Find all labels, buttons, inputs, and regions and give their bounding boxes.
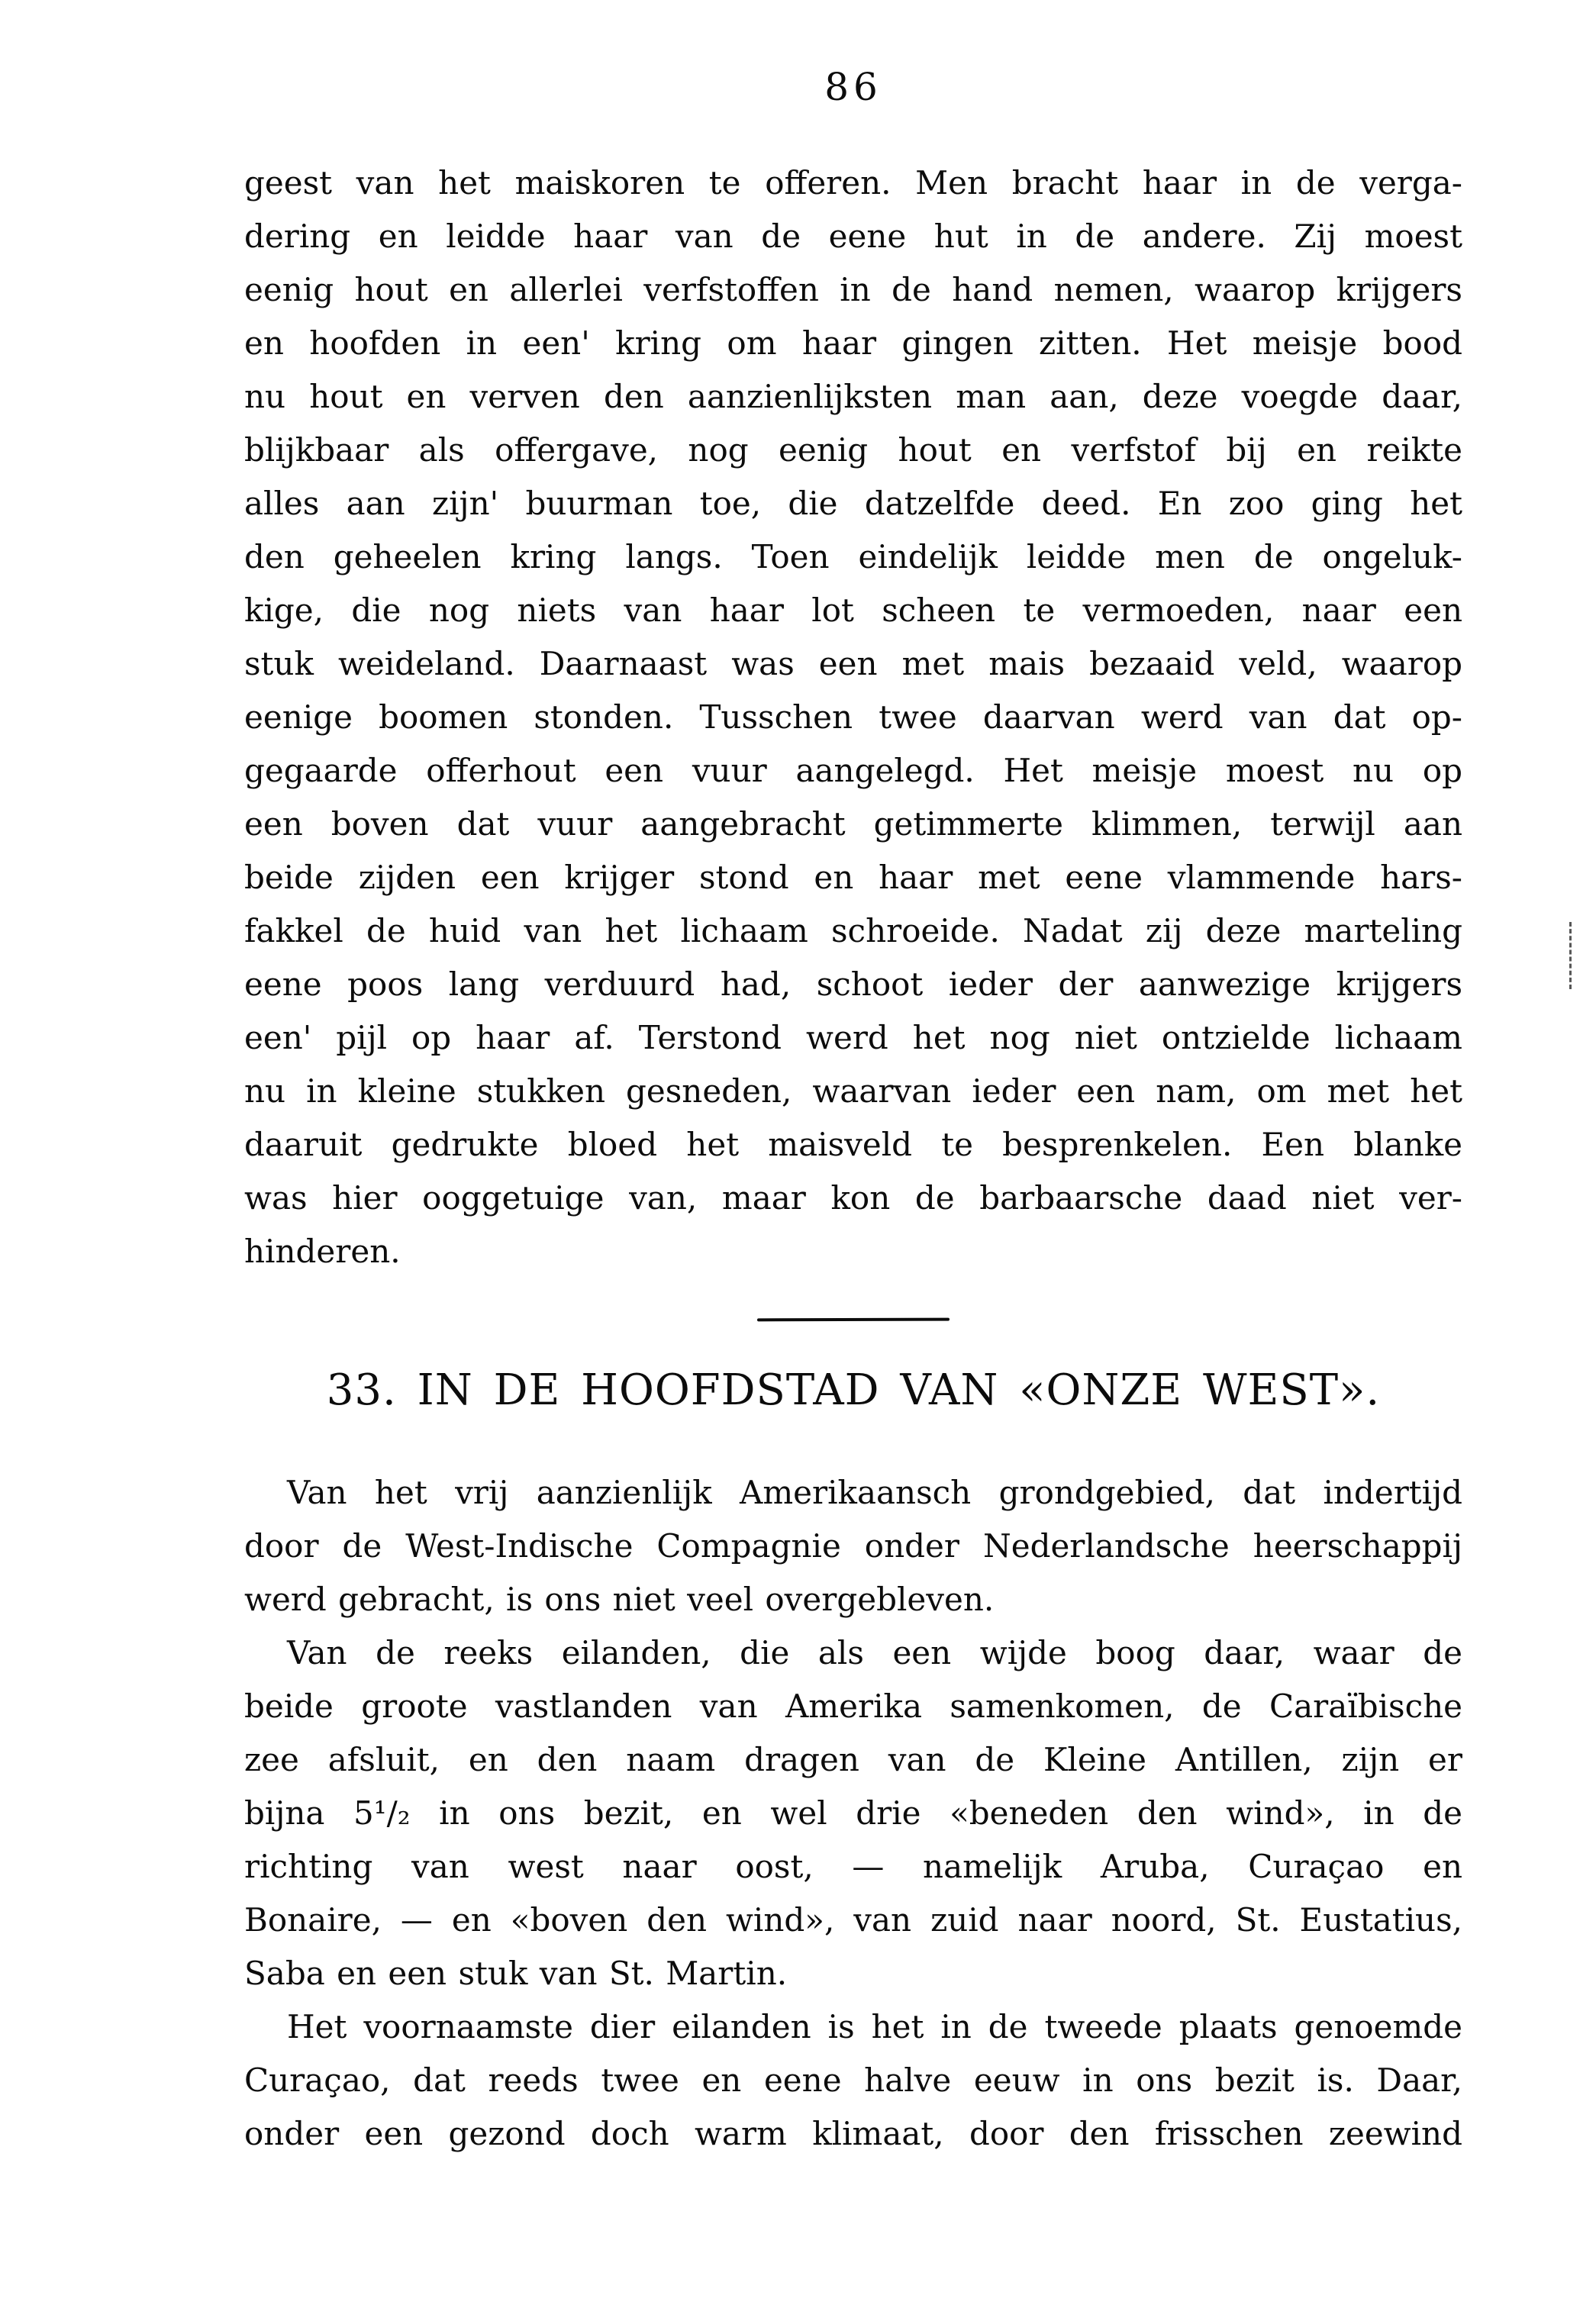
- text-line: eenig hout en allerlei verfstoffen in de hand nemen, waarop krijgers: [244, 271, 1462, 308]
- text-line: kige, die nog niets van haar lot scheen te vermoeden, naar een: [244, 592, 1462, 629]
- paragraph: [244, 1626, 1462, 2000]
- paragraph: [244, 1466, 1462, 1626]
- text-line: Van de reeks eilanden, die als een wijde boog daar, waar de: [287, 1634, 1462, 1671]
- text-line: was hier ooggetuige van, maar kon de barbaarsche daad niet ver-: [244, 1179, 1462, 1217]
- text-line: onder een gezond doch warm klimaat, door den frisschen zeewind: [244, 2115, 1462, 2152]
- text-line: nu hout en verven den aanzienlijksten man aan, deze voegde daar,: [244, 378, 1462, 415]
- text-line: stuk weideland. Daarnaast was een met mais bezaaid veld, waarop: [244, 645, 1462, 682]
- text-line: richting van west naar oost, — namelijk Aruba, Curaçao en: [244, 1848, 1462, 1885]
- paragraph: [244, 2000, 1462, 2161]
- page-number: 86: [824, 65, 882, 109]
- text-block: [244, 156, 1462, 2161]
- text-line: bijna 5¹/₂ in ons bezit, en wel drie «beneden den wind», in de: [244, 1794, 1462, 1832]
- text-line: door de West-Indische Compagnie onder Nederlandsche heerschappij: [244, 1527, 1462, 1565]
- text-line: daaruit gedrukte bloed het maisveld te besprenkelen. Een blanke: [244, 1126, 1462, 1163]
- text-line: een boven dat vuur aangebracht getimmerte klimmen, terwijl aan: [244, 805, 1462, 843]
- text-line: zee afsluit, en den naam dragen van de Kleine Antillen, zijn er: [244, 1741, 1462, 1778]
- text-line: Het voornaamste dier eilanden is het in de tweede plaats genoemde: [287, 2008, 1462, 2045]
- text-line: werd gebracht, is ons niet veel overgebleven.: [244, 1581, 995, 1618]
- text-line: nu in kleine stukken gesneden, waarvan ieder een nam, om met het: [244, 1072, 1462, 1110]
- scan-artifact: [1569, 922, 1572, 989]
- text-line: hinderen.: [244, 1233, 401, 1270]
- text-line: Saba en een stuk van St. Martin.: [244, 1955, 788, 1992]
- paragraph: [244, 156, 1462, 1278]
- text-line: beide zijden een krijger stond en haar met eene vlammende hars-: [244, 859, 1462, 896]
- text-line: alles aan zijn' buurman toe, die datzelfde deed. En zoo ging het: [244, 485, 1462, 522]
- text-line: beide groote vastlanden van Amerika samenkomen, de Caraïbische: [244, 1687, 1462, 1725]
- text-line: Van het vrij aanzienlijk Amerikaansch grondgebied, dat indertijd: [287, 1474, 1462, 1511]
- section-divider: [757, 1318, 950, 1322]
- section-heading: 33. IN DE HOOFDSTAD VAN «ONZE WEST».: [326, 1365, 1381, 1415]
- text-line: eenige boomen stonden. Tusschen twee daarvan werd van dat op-: [244, 698, 1462, 736]
- text-line: dering en leidde haar van de eene hut in de andere. Zij moest: [244, 218, 1462, 255]
- text-line: geest van het maiskoren te offeren. Men bracht haar in de verga-: [244, 164, 1462, 201]
- text-line: den geheelen kring langs. Toen eindelijk leidde men de ongeluk-: [244, 538, 1462, 575]
- text-line: gegaarde offerhout een vuur aangelegd. Het meisje moest nu op: [244, 752, 1462, 789]
- text-line: eene poos lang verduurd had, schoot ieder der aanwezige krijgers: [244, 965, 1462, 1003]
- text-line: Bonaire, — en «boven den wind», van zuid naar noord, St. Eustatius,: [244, 1901, 1462, 1939]
- text-line: fakkel de huid van het lichaam schroeide. Nadat zij deze marteling: [244, 912, 1462, 949]
- text-line: een' pijl op haar af. Terstond werd het nog niet ontzielde lichaam: [244, 1019, 1462, 1056]
- text-line: en hoofden in een' kring om haar gingen zitten. Het meisje bood: [244, 324, 1462, 362]
- text-line: blijkbaar als offergave, nog eenig hout en verfstof bij en reikte: [244, 431, 1462, 469]
- text-line: Curaçao, dat reeds twee en eene halve eeuw in ons bezit is. Daar,: [244, 2061, 1462, 2099]
